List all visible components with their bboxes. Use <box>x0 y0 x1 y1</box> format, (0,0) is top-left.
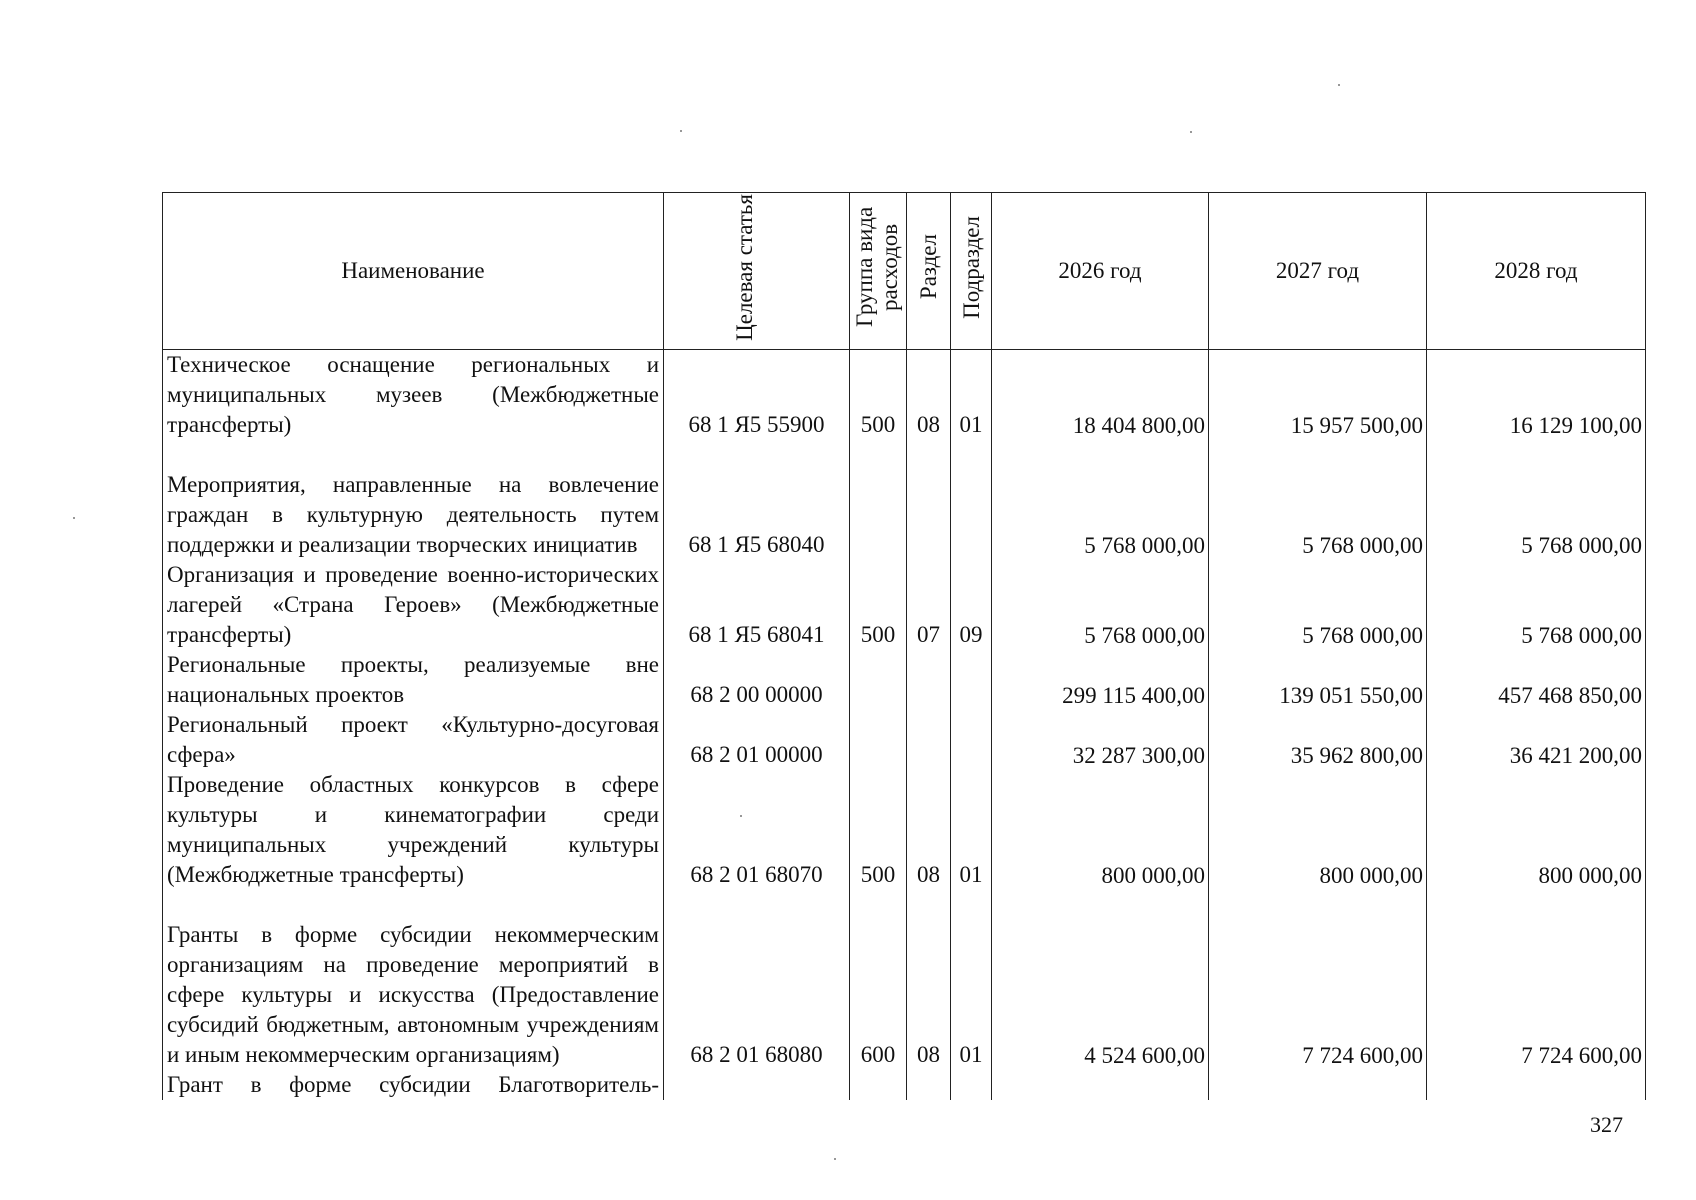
row-amount-2027 <box>1209 440 1427 560</box>
scan-speck <box>1338 84 1340 86</box>
row-section: 08 <box>907 350 951 441</box>
table-row <box>163 350 1646 441</box>
row-amount-2028 <box>1427 650 1646 710</box>
amount-2027-value: 800 000,00 <box>1319 863 1423 888</box>
row-subsection <box>951 440 992 560</box>
table-row <box>163 650 1646 710</box>
row-target-article <box>664 1070 850 1100</box>
header-name: Наименование <box>163 193 664 350</box>
row-amount-2028 <box>1427 350 1646 441</box>
row-amount-2028 <box>1427 890 1646 1070</box>
row-name: Гранты в форме субсидии некоммерческим организациям на проведение мероприятий в сфере культуры и искусства (Предоставление субсидий бюджетным, автономным учреждениям и иным некоммерческим организациям) <box>163 890 664 1070</box>
amount-2026-value: 4 524 600,00 <box>1084 1043 1205 1068</box>
table-row <box>163 1070 1646 1100</box>
row-target-article: 68 2 01 68080 <box>664 890 850 1070</box>
row-section: 08 <box>907 890 951 1070</box>
row-expense-group: 600 <box>850 890 907 1070</box>
row-section <box>907 440 951 560</box>
amount-2027-value: 5 768 000,00 <box>1302 623 1423 648</box>
row-amount-2026 <box>992 650 1209 710</box>
row-target-article: 68 2 01 68070 <box>664 770 850 890</box>
row-amount-2027 <box>1209 350 1427 441</box>
header-2028: 2028 год <box>1427 193 1646 350</box>
header-section-label: Раздел <box>916 234 941 300</box>
row-amount-2028 <box>1427 1070 1646 1100</box>
row-expense-group: 500 <box>850 770 907 890</box>
row-subsection: 01 <box>951 770 992 890</box>
table-row <box>163 890 1646 1070</box>
scan-speck <box>834 1158 836 1160</box>
header-expense-group-label: Группа вида расходов <box>852 206 902 328</box>
row-name: Техническое оснащение региональных и муниципальных музеев (Межбюджетные трансферты) <box>163 350 664 441</box>
amount-2027-value: 5 768 000,00 <box>1302 533 1423 558</box>
row-expense-group <box>850 710 907 770</box>
table-header-row <box>163 193 1646 350</box>
row-subsection <box>951 650 992 710</box>
table-row <box>163 710 1646 770</box>
row-section: 08 <box>907 770 951 890</box>
header-subsection-label: Подраздел <box>958 215 984 319</box>
row-target-article: 68 1 Я5 68040 <box>664 440 850 560</box>
row-amount-2026 <box>992 890 1209 1070</box>
row-target-article: 68 2 00 00000 <box>664 650 850 710</box>
table-row <box>163 440 1646 560</box>
table-row <box>163 560 1646 650</box>
header-2027: 2027 год <box>1209 193 1427 350</box>
amount-2028-value: 5 768 000,00 <box>1521 623 1642 648</box>
amount-2028-value: 36 421 200,00 <box>1509 743 1642 768</box>
row-subsection <box>951 1070 992 1100</box>
row-amount-2028 <box>1427 440 1646 560</box>
amount-2026-value: 5 768 000,00 <box>1084 623 1205 648</box>
row-amount-2027 <box>1209 890 1427 1070</box>
row-expense-group <box>850 650 907 710</box>
amount-2028-value: 7 724 600,00 <box>1521 1043 1642 1068</box>
row-amount-2026 <box>992 710 1209 770</box>
header-target-article <box>664 193 850 350</box>
row-amount-2027 <box>1209 710 1427 770</box>
row-expense-group <box>850 440 907 560</box>
row-amount-2027 <box>1209 560 1427 650</box>
amount-2026-value: 18 404 800,00 <box>1072 413 1205 438</box>
row-target-article: 68 2 01 00000 <box>664 710 850 770</box>
row-section: 07 <box>907 560 951 650</box>
table-row <box>163 770 1646 890</box>
row-section <box>907 710 951 770</box>
row-target-article: 68 1 Я5 68041 <box>664 560 850 650</box>
amount-2027-value: 15 957 500,00 <box>1290 413 1423 438</box>
header-target-article-label: Целевая статья <box>731 193 757 341</box>
row-amount-2026 <box>992 1070 1209 1100</box>
amount-2027-value: 7 724 600,00 <box>1302 1043 1423 1068</box>
row-expense-group <box>850 1070 907 1100</box>
row-amount-2027 <box>1209 770 1427 890</box>
amount-2026-value: 32 287 300,00 <box>1072 743 1205 768</box>
row-amount-2028 <box>1427 560 1646 650</box>
header-section <box>907 193 951 350</box>
row-name: Мероприятия, направленные на вовлечение граждан в культурную деятельность путем поддержки и реализации творческих инициатив <box>163 440 664 560</box>
row-amount-2027 <box>1209 650 1427 710</box>
row-amount-2028 <box>1427 710 1646 770</box>
row-amount-2026 <box>992 350 1209 441</box>
row-expense-group: 500 <box>850 350 907 441</box>
page-number: 327 <box>1590 1112 1623 1137</box>
row-name: Проведение областных конкурсов в сфере культуры и кинематографии среди муниципальных учреждений культуры (Межбюджетные трансферты) <box>163 770 664 890</box>
row-amount-2027 <box>1209 1070 1427 1100</box>
amount-2026-value: 5 768 000,00 <box>1084 533 1205 558</box>
row-name: Организация и проведение военно-исторических лагерей «Страна Героев» (Межбюджетные трансферты) <box>163 560 664 650</box>
row-amount-2028 <box>1427 770 1646 890</box>
row-section <box>907 650 951 710</box>
row-expense-group: 500 <box>850 560 907 650</box>
row-subsection: 09 <box>951 560 992 650</box>
header-2026: 2026 год <box>992 193 1209 350</box>
row-name: Грант в форме субсидии Благотворитель- <box>163 1070 664 1100</box>
row-name: Региональные проекты, реализуемые вне национальных проектов <box>163 650 664 710</box>
row-section <box>907 1070 951 1100</box>
amount-2027-value: 139 051 550,00 <box>1279 683 1423 708</box>
row-subsection <box>951 710 992 770</box>
budget-table <box>162 192 1646 1100</box>
row-target-article: 68 1 Я5 55900 <box>664 350 850 441</box>
header-subsection <box>951 193 992 350</box>
row-subsection: 01 <box>951 890 992 1070</box>
row-amount-2026 <box>992 770 1209 890</box>
row-subsection: 01 <box>951 350 992 441</box>
amount-2028-value: 457 468 850,00 <box>1498 683 1642 708</box>
amount-2028-value: 5 768 000,00 <box>1521 533 1642 558</box>
amount-2027-value: 35 962 800,00 <box>1290 743 1423 768</box>
row-amount-2026 <box>992 440 1209 560</box>
amount-2026-value: 800 000,00 <box>1101 863 1205 888</box>
amount-2028-value: 800 000,00 <box>1538 863 1642 888</box>
row-name: Региональный проект «Культурно-досуговая сфера» <box>163 710 664 770</box>
scan-speck <box>740 815 742 817</box>
header-expense-group <box>850 193 907 350</box>
amount-2026-value: 299 115 400,00 <box>1062 683 1205 708</box>
scan-speck <box>680 130 682 132</box>
amount-2028-value: 16 129 100,00 <box>1509 413 1642 438</box>
scan-speck <box>73 517 75 519</box>
row-amount-2026 <box>992 560 1209 650</box>
scan-speck <box>1190 131 1192 133</box>
